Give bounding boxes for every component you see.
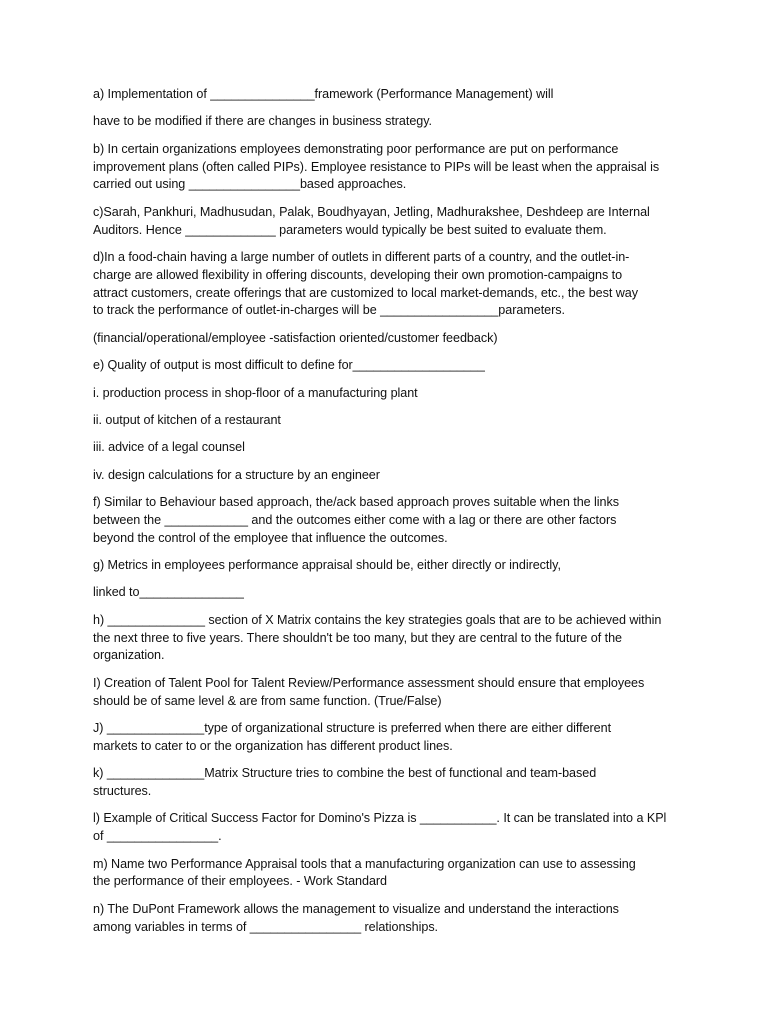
text-line: have to be modified if there are changes in business strategy. xyxy=(93,114,432,129)
text-line: charge are allowed flexibility in offering discounts, developing their own promotion-campaigns to xyxy=(93,267,623,282)
text-line: among variables in terms of ________________ relationships. xyxy=(93,919,439,934)
paragraph-b xyxy=(93,141,685,194)
paragraph-l xyxy=(93,810,685,846)
paragraph-e-option-i xyxy=(93,385,685,403)
paragraph-j xyxy=(93,720,685,756)
text-line: Auditors. Hence _____________ parameters would typically be best suited to evaluate them. xyxy=(93,222,607,237)
text-line: c)Sarah, Pankhuri, Madhusudan, Palak, Boudhyayan, Jetling, Madhurakshee, Deshdeep are Internal xyxy=(93,204,650,219)
paragraph-i xyxy=(93,675,685,711)
text-line: markets to cater to or the organization has different product lines. xyxy=(93,738,453,753)
text-line: structures. xyxy=(93,784,152,798)
text-line: organization. xyxy=(93,648,165,663)
text-line: between the ____________ and the outcomes either come with a lag or there are other factors xyxy=(93,512,617,527)
text-line: linked to_______________ xyxy=(93,585,244,600)
text-line: (financial/operational/employee -satisfaction oriented/customer feedback) xyxy=(93,330,498,345)
text-line: iv. design calculations for a structure by an engineer xyxy=(93,467,380,482)
text-line: the next three to five years. There shouldn't be too many, but they are central to the future of the xyxy=(93,630,622,645)
text-line: should be of same level & are from same function. (True/False) xyxy=(93,693,442,708)
text-line: n) The DuPont Framework allows the management to visualize and understand the interactions xyxy=(93,901,619,916)
paragraph-d xyxy=(93,249,685,320)
text-line: m) Name two Performance Appraisal tools that a manufacturing organization can use to assessing xyxy=(93,856,636,871)
text-line: of ________________. xyxy=(93,829,222,844)
text-line: J) ______________type of organizational structure is preferred when there are either different xyxy=(93,721,612,736)
paragraph-f xyxy=(93,494,685,547)
text-line: ii. output of kitchen of a restaurant xyxy=(93,412,281,427)
paragraph-e-option-iii xyxy=(93,439,685,457)
text-line: attract customers, create offerings that are customized to local market-demands, etc., the best way xyxy=(93,285,638,300)
paragraph-d-options xyxy=(93,330,685,348)
paragraph-g-continued xyxy=(93,584,685,602)
paragraph-e-option-iv xyxy=(93,467,685,485)
text-line: iii. advice of a legal counsel xyxy=(93,440,245,455)
text-line: l) Example of Critical Success Factor for Domino's Pizza is ___________. It can be translated into a KPl xyxy=(93,811,667,826)
paragraph-m xyxy=(93,856,685,892)
paragraph-c xyxy=(93,204,685,240)
text-line: g) Metrics in employees performance appraisal should be, either directly or indirectly, xyxy=(93,558,561,573)
text-line: i. production process in shop-floor of a manufacturing plant xyxy=(93,385,418,400)
paragraph-e xyxy=(93,357,685,375)
text-line: I) Creation of Talent Pool for Talent Review/Performance assessment should ensure that employees xyxy=(93,675,645,690)
text-line: carried out using ________________based approaches. xyxy=(93,177,407,192)
text-line: e) Quality of output is most difficult to define for___________________ xyxy=(93,358,485,373)
text-line: f) Similar to Behaviour based approach, the/ack based approach proves suitable when the links xyxy=(93,495,619,510)
text-line: beyond the control of the employee that influence the outcomes. xyxy=(93,530,448,545)
paragraph-n xyxy=(93,901,685,937)
paragraph-a-line2 xyxy=(93,113,685,131)
text-line: k) ______________Matrix Structure tries to combine the best of functional and team-based xyxy=(93,766,597,781)
text-line: a) Implementation of _______________framework (Performance Management) will xyxy=(93,87,554,101)
text-line: improvement plans (often called PIPs). Employee resistance to PIPs will be least when the appraisal is xyxy=(93,159,660,174)
document-body xyxy=(93,86,685,946)
paragraph-h xyxy=(93,612,685,665)
text-line: the performance of their employees. - Work Standard xyxy=(93,874,388,889)
paragraph-a-line1 xyxy=(93,86,685,104)
text-line: h) ______________ section of X Matrix contains the key strategies goals that are to be achieved within xyxy=(93,612,662,627)
text-line: b) In certain organizations employees demonstrating poor performance are put on performance xyxy=(93,141,619,156)
paragraph-e-option-ii xyxy=(93,412,685,430)
text-line: d)In a food-chain having a large number of outlets in different parts of a country, and the outlet-in- xyxy=(93,249,630,264)
text-line: to track the performance of outlet-in-charges will be _________________parameters. xyxy=(93,303,565,318)
paragraph-g xyxy=(93,557,685,575)
paragraph-k xyxy=(93,765,685,801)
